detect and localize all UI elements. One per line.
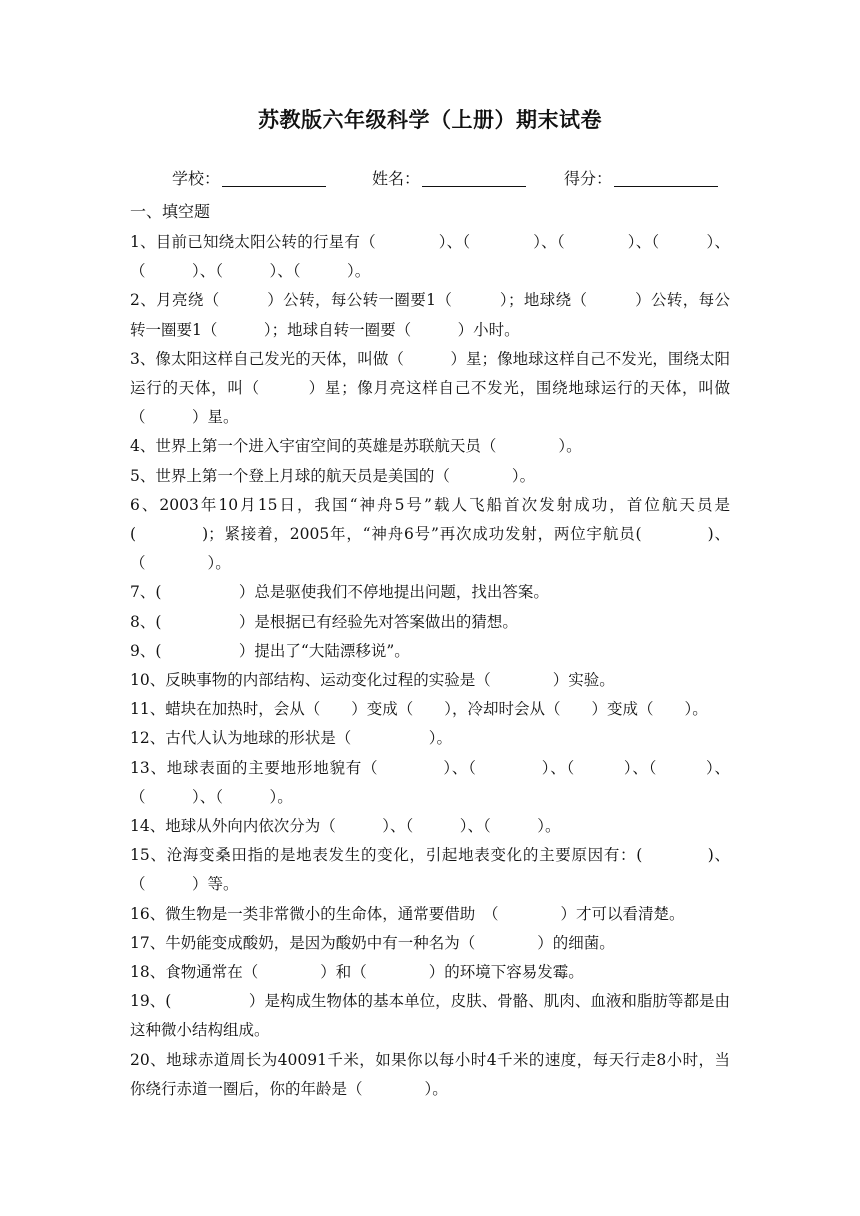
question-item: 5、世界上第一个登上月球的航天员是美国的（ ）。 [130, 466, 536, 485]
question-item: 11、蜡块在加热时，会从（ ）变成（ ），冷却时会从（ ）变成（ ）。 [130, 700, 708, 719]
name-blank[interactable] [422, 170, 526, 187]
score-blank[interactable] [614, 170, 718, 187]
question-item: 17、牛奶能变成酸奶，是因为酸奶中有一种名为（ ）的细菌。 [130, 933, 615, 952]
question-item: 2、月亮绕（ ）公转，每公转一圈要1（ ）；地球绕（ ）公转，每公转一圈要1（ ）；地球自转一圈要（ ）小时。 [130, 291, 730, 339]
name-field [372, 166, 526, 189]
student-info-row [0, 166, 860, 192]
name-label: 姓名： [372, 169, 421, 188]
question-item: 20、地球赤道周长为40091千米，如果你以每小时4千米的速度，每天行走8小时，当你绕行赤道一圈后，你的年龄是（ ）。 [130, 1050, 730, 1098]
score-label: 得分： [564, 169, 613, 188]
question-item: 1、目前已知绕太阳公转的行星有（ ）、（ ）、（ ）、（ ）、（ ）、（ ）、（ ）。 [130, 233, 730, 281]
question-list [130, 228, 730, 1104]
section-title: 一、填空题 [130, 202, 211, 221]
school-blank[interactable] [222, 170, 326, 187]
question-item: 18、食物通常在（ ）和（ ）的环境下容易发霉。 [130, 963, 584, 982]
question-item: 12、古代人认为地球的形状是（ ）。 [130, 729, 452, 748]
score-field [564, 166, 718, 189]
question-item: 15、沧海变桑田指的是地表发生的变化，引起地表变化的主要原因有：( )、（ ）等。 [130, 846, 730, 894]
question-item: 6、2003年10月15日，我国“神舟5号”载人飞船首次发射成功，首位航天员是( )；紧接着，2005年，“神舟6号”再次成功发射，两位宇航员( )、（ ）。 [130, 495, 730, 573]
school-label: 学校： [172, 169, 221, 188]
question-item: 10、反映事物的内部结构、运动变化过程的实验是（ ）实验。 [130, 671, 615, 690]
question-item: 3、像太阳这样自己发光的天体，叫做（ ）星；像地球这样自己不发光，围绕太阳运行的天体，叫（ ）星；像月亮这样自己不发光，围绕地球运行的天体，叫做（ ）星。 [130, 349, 730, 427]
question-item: 8、( ）是根据已有经验先对答案做出的猜想。 [130, 612, 518, 631]
exam-title: 苏教版六年级科学（上册）期末试卷 [258, 107, 602, 132]
question-item: 19、( ）是构成生物体的基本单位，皮肤、骨骼、肌肉、血液和脂肪等都是由这种微小结构组成。 [130, 992, 730, 1040]
question-item: 16、微生物是一类非常微小的生命体，通常要借助 （ ）才可以看清楚。 [130, 904, 685, 923]
question-item: 7、( ）总是驱使我们不停地提出问题，找出答案。 [130, 583, 549, 602]
question-item: 14、地球从外向内依次分为（ ）、（ ）、（ ）。 [130, 817, 561, 836]
question-item: 4、世界上第一个进入宇宙空间的英雄是苏联航天员（ ）。 [130, 437, 582, 456]
question-item: 13、地球表面的主要地形地貌有（ ）、（ ）、（ ）、（ ）、（ ）、（ ）。 [130, 758, 730, 806]
school-field [172, 166, 326, 189]
question-item: 9、( ）提出了“大陆漂移说”。 [130, 641, 410, 660]
